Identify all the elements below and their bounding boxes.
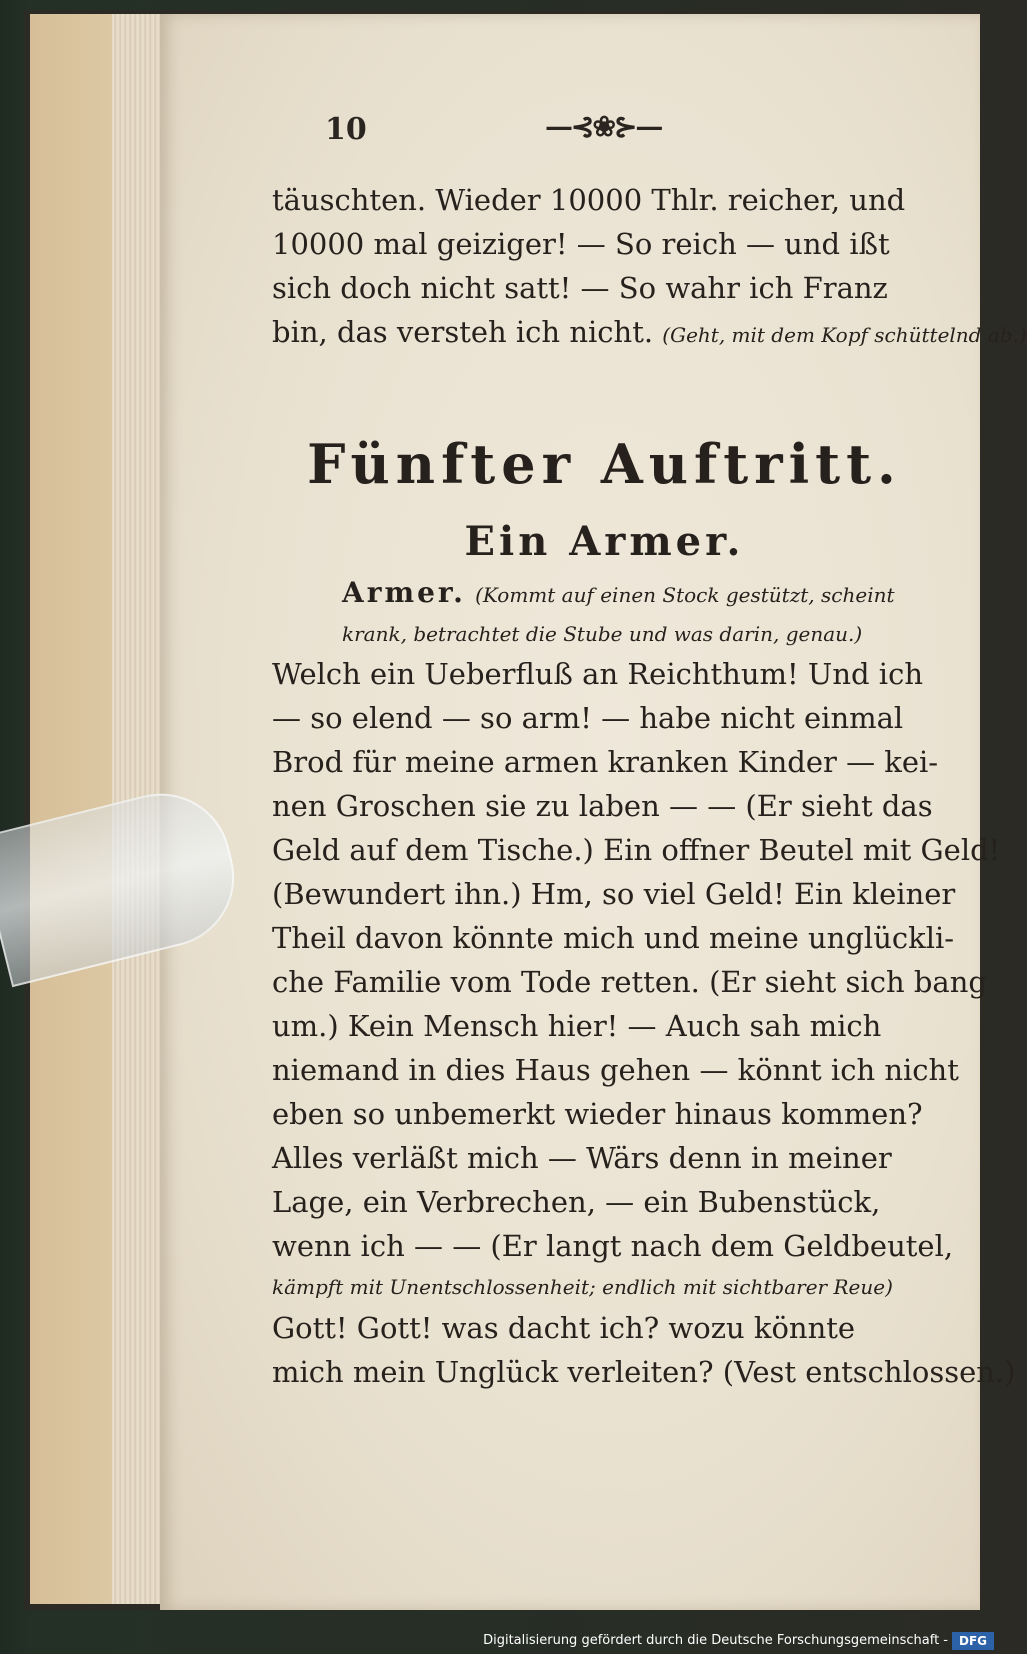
text-line: Lage, ein Verbrechen, — ein Bubenstück, bbox=[272, 1185, 881, 1219]
page-header bbox=[325, 112, 685, 152]
text-line: niemand in dies Haus gehen — könnt ich nicht bbox=[272, 1053, 959, 1087]
text-line: wenn ich — — (Er langt nach dem Geldbeutel, bbox=[272, 1229, 954, 1263]
header-ornament: —⊰❀⊱— bbox=[545, 110, 662, 143]
digitization-credit: Digitalisierung gefördert durch die Deutsche Forschungsgemeinschaft - bbox=[483, 1633, 948, 1648]
text-line: Geld auf dem Tische.) Ein offner Beutel mit Geld! bbox=[272, 833, 1001, 867]
stage-direction: (Kommt auf einen Stock gestützt, scheint krank, betrachtet die Stube und was darin, genau.) bbox=[342, 583, 895, 646]
dfg-logo: DFG bbox=[952, 1632, 994, 1650]
text-line: um.) Kein Mensch hier! — Auch sah mich bbox=[272, 1009, 882, 1043]
page-number: 10 bbox=[325, 112, 367, 147]
continuation-text bbox=[272, 178, 1027, 354]
text-line: mich mein Unglück verleiten? (Vest entschlossen.) bbox=[272, 1355, 1016, 1389]
speaker-name: Armer. bbox=[342, 576, 466, 609]
text-line bbox=[272, 310, 1027, 354]
text-line: Gott! Gott! was dacht ich? wozu könnte bbox=[272, 1311, 856, 1345]
text-line: Theil davon könnte mich und meine unglückli- bbox=[272, 921, 955, 955]
text-line: Alles verläßt mich — Wärs denn in meiner bbox=[272, 1141, 892, 1175]
text-line: — so elend — so arm! — habe nicht einmal bbox=[272, 701, 904, 735]
scene-heading: Fünfter Auftritt. bbox=[307, 432, 902, 496]
text-line: kämpft mit Unentschlossenheit; endlich mit sichtbarer Reue) bbox=[272, 1275, 893, 1299]
text-fragment: bin, das versteh ich nicht. bbox=[272, 315, 654, 349]
text-line: eben so unbemerkt wieder hinaus kommen? bbox=[272, 1097, 923, 1131]
text-line: sich doch nicht satt! — So wahr ich Franz bbox=[272, 271, 888, 305]
stage-direction: (Geht, mit dem Kopf schüttelnd ab.) bbox=[662, 323, 1027, 347]
text-line: (Bewundert ihn.) Hm, so viel Geld! Ein kleiner bbox=[272, 877, 956, 911]
text-line: 10000 mal geiziger! — So reich — und ißt bbox=[272, 227, 890, 261]
text-line: nen Groschen sie zu laben — — (Er sieht das bbox=[272, 789, 933, 823]
text-line: Welch ein Ueberfluß an Reichthum! Und ich bbox=[272, 657, 923, 691]
scene-role: Ein Armer. bbox=[464, 518, 745, 565]
dialogue-text bbox=[272, 574, 1016, 1394]
speaker-line bbox=[272, 574, 937, 652]
text-line: täuschten. Wieder 10000 Thlr. reicher, und bbox=[272, 183, 906, 217]
text-line: che Familie vom Tode retten. (Er sieht sich bang bbox=[272, 965, 987, 999]
text-line: Brod für meine armen kranken Kinder — kei- bbox=[272, 745, 939, 779]
